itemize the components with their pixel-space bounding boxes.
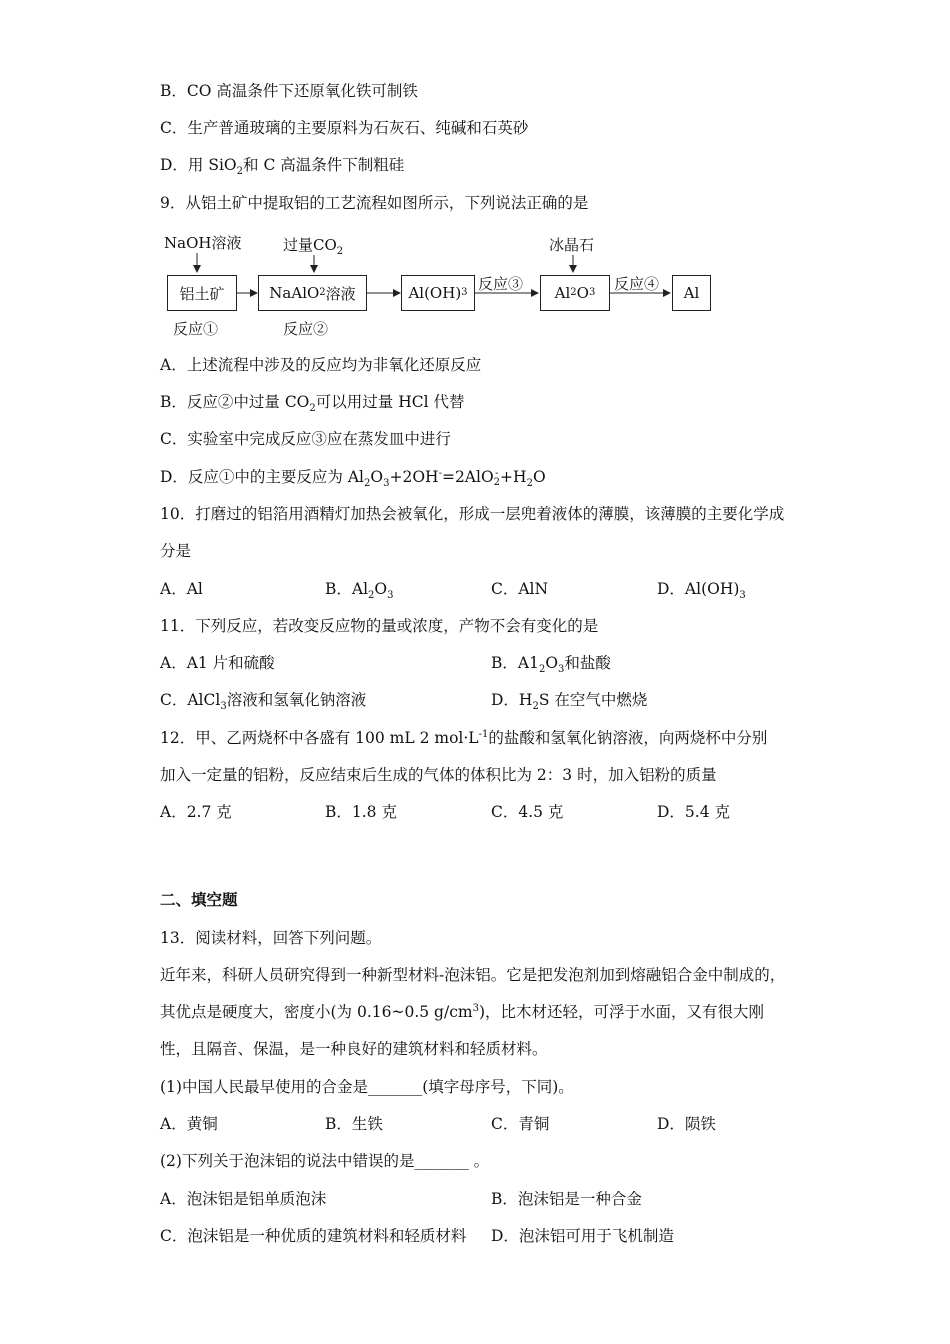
q9-option-c: C．实验室中完成反应③应在蒸发皿中进行 <box>160 430 451 448</box>
q10-option-a: A．Al <box>160 580 203 598</box>
q13-sub1-option-d: D．陨铁 <box>657 1115 716 1133</box>
q13-sub1-option-a: A．黄铜 <box>160 1115 218 1133</box>
q12-stem-line2: 加入一定量的铝粉，反应结束后生成的气体的体积比为 2：3 时，加入铝粉的质量 <box>160 766 717 784</box>
q11-option-a: A．A1 片和硫酸 <box>160 654 275 672</box>
reagent-co2: 过量$CO_2$ <box>283 236 344 257</box>
q9-option-d: D．反应①中的主要反应为 $Al_2O_3+2OH^-=2AlO$ - 2 $+H_2O$ <box>160 467 546 490</box>
label-reaction-2: 反应② <box>283 320 329 338</box>
box-al: Al <box>672 275 711 311</box>
q13-sub2-option-a: A．泡沫铝是铝单质泡沫 <box>160 1190 327 1208</box>
section-title: 二、填空题 <box>160 890 238 909</box>
q13-sub2-option-c: C．泡沫铝是一种优质的建筑材料和轻质材料 <box>160 1227 467 1245</box>
q13-sub2-option-d: D．泡沫铝可用于飞机制造 <box>491 1227 674 1245</box>
q8-option-c: C．生产普通玻璃的主要原料为石灰石、纯碱和石英砂 <box>160 119 529 137</box>
q9-option-b: B．反应②中过量 $CO_2$可以用过量 HCl 代替 <box>160 393 465 415</box>
q10-option-d: D．$Al(OH)_3$ <box>657 580 746 602</box>
q12-option-d: D．5.4 克 <box>657 803 731 821</box>
label-reaction-4: 反应④ <box>614 275 660 293</box>
label-reaction-1: 反应① <box>173 320 219 338</box>
q9-option-a: A．上述流程中涉及的反应均为非氧化还原反应 <box>160 356 482 374</box>
q12-option-a: A．2.7 克 <box>160 803 232 821</box>
q12-stem-line1: 12．甲、乙两烧杯中各盛有 100 mL 2 $mol\cdot L^{-1}$的盐酸和氢氧化钠溶液，向两烧杯中分别 <box>160 728 768 747</box>
q11-option-d: D．$H_2S$ 在空气中燃烧 <box>491 691 648 713</box>
q12-option-b: B．1.8 克 <box>325 803 397 821</box>
q11-option-b: B．$A1_2O_3$和盐酸 <box>491 654 611 676</box>
q9-stem: 9．从铝土矿中提取铝的工艺流程如图所示，下列说法正确的是 <box>160 194 589 212</box>
q13-sub1: (1)中国人民最早使用的合金是_______(填字母序号，下同)。 <box>160 1078 574 1096</box>
label-reaction-3: 反应③ <box>478 275 524 293</box>
box-bauxite: 铝土矿 <box>167 275 237 311</box>
q13-sub1-option-b: B．生铁 <box>325 1115 383 1133</box>
q8-option-b: B．CO 高温条件下还原氧化铁可制铁 <box>160 82 418 100</box>
box-aloh3: Al(OH) 3 <box>401 275 475 311</box>
q8-option-d: D．用 SiO$_2$和 C 高温条件下制粗硅 <box>160 156 405 178</box>
q10-option-c: C．AlN <box>491 580 549 598</box>
q13-stem: 13．阅读材料，回答下列问题。 <box>160 929 382 947</box>
box-naalo2: NaAlO 2 溶液 <box>258 275 367 311</box>
q13-sub2-option-b: B．泡沫铝是一种合金 <box>491 1190 642 1208</box>
reagent-cryolite: 冰晶石 <box>549 236 595 254</box>
q10-option-b: B．$Al_2O_3$ <box>325 580 394 602</box>
reagent-naoh: NaOH溶液 <box>164 234 242 252</box>
q13-sub1-option-c: C．青铜 <box>491 1115 550 1133</box>
q11-stem: 11．下列反应，若改变反应物的量或浓度，产物不会有变化的是 <box>160 617 599 635</box>
q13-passage: 近年来，科研人员研究得到一种新型材料-泡沫铝。它是把发泡剂加到熔融铝合金中制成的，其优点是硬度大，密度小(为 0.16~0.5 $g/cm^3$)，比木材还轻，可浮于水面，又有很大刚性，且隔音、保温，是一种良好的建筑材料和轻质材料。 <box>160 966 786 1058</box>
q11-option-c: C．AlCl$_3$溶液和氢氧化钠溶液 <box>160 691 367 713</box>
q12-option-c: C．4.5 克 <box>491 803 564 821</box>
q10-stem: 10．打磨过的铝箔用酒精灯加热会被氧化，形成一层兜着液体的薄膜，该薄膜的主要化学成分是 <box>160 505 785 560</box>
box-al2o3: Al 2 O 3 <box>540 275 610 311</box>
q13-sub2: (2)下列关于泡沫铝的说法中错误的是_______ 。 <box>160 1152 490 1170</box>
